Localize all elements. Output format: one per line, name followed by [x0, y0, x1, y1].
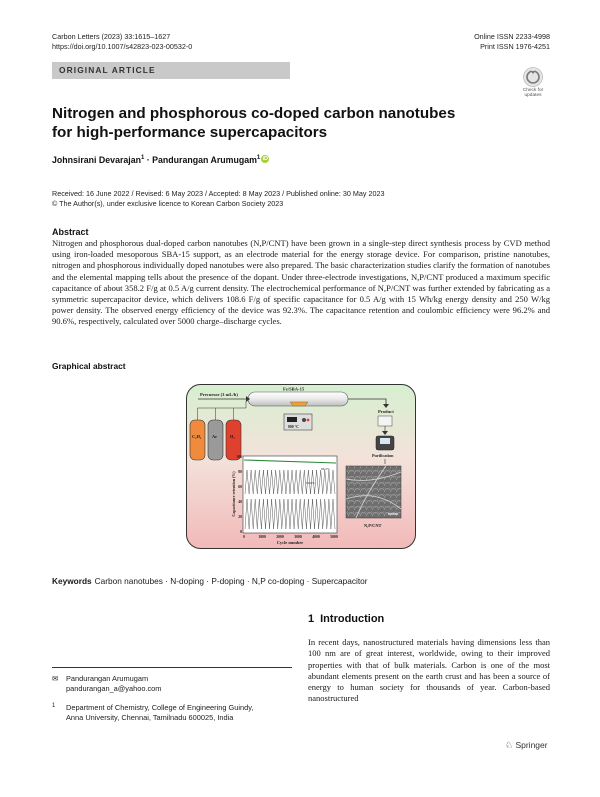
- tem-image: [346, 466, 401, 518]
- ga-purification-label: Purification: [372, 453, 394, 458]
- article-title: [52, 104, 492, 142]
- gas-cylinder-hydrogen-icon: [226, 420, 241, 460]
- title-line-2: for high-performance supercapacitors: [52, 124, 328, 141]
- gas-cylinder-argon-icon: [208, 420, 223, 460]
- springer-horse-icon: ♘: [505, 740, 514, 750]
- check-for-updates-icon: [515, 66, 551, 88]
- ga-temp-label: 800 °C: [288, 425, 299, 429]
- article-type: ORIGINAL ARTICLE: [59, 65, 156, 75]
- journal-citation: Carbon Letters (2023) 33:1615–1627: [52, 32, 171, 41]
- abstract-heading: Abstract: [52, 227, 89, 237]
- y-tick: 60: [238, 485, 242, 489]
- x-tick: 4000: [312, 535, 320, 539]
- copyright-notice: © The Author(s), under exclusive licence to Korean Carbon Society 2023: [52, 199, 284, 208]
- author-list: [52, 155, 269, 165]
- footnote-divider: [52, 667, 292, 668]
- section-number: 1: [308, 613, 315, 625]
- issn-print: Print ISSN 1976-4251: [480, 42, 550, 51]
- corresponding-author-name: Pandurangan Arumugam: [66, 674, 149, 683]
- author-1-affiliation: 1: [140, 155, 145, 162]
- author-1[interactable]: Johnsirani Devarajan: [52, 155, 141, 165]
- y-tick: 0: [240, 530, 242, 534]
- cfu-line1: Check for: [522, 88, 544, 93]
- y-tick: 20: [238, 515, 242, 519]
- ga-precursor-label: Precursor (3 mL/h): [200, 392, 238, 397]
- catalyst-boat-icon: [290, 402, 308, 406]
- ga-ce-label: 90.6%: [306, 481, 315, 485]
- keywords-label: Keywords: [52, 576, 92, 586]
- section-title: Introduction: [320, 613, 385, 625]
- x-tick: 5000: [330, 535, 338, 539]
- ga-gas1-label: C₂H₂: [192, 434, 202, 439]
- x-tick: 3000: [294, 535, 302, 539]
- section-heading-introduction: [308, 613, 384, 625]
- abstract-text: Nitrogen and phosphorous dual-doped carbon nanotubes (N,P/CNT) have been grown in a single-step direct synthesis process by CVD method using iron-loaded mesoporous SBA-15 support, as an electrode material for the energy storage device. For comparison, pristine nanotubes, nitrogen and phosphorous individually doped nanotubes were also prepared. The basic characterization studies clarify the formation of nanotubes and the elemental mapping tells about the presence of the dopant. Under three-electrode investigations, N,P/CNT produced a maximum specific capacitance of about 358.2 F/g at 0.5 A/g current density. The electrochemical performance of N,P/CNT was further extended by fabricating as a symmetric supercapacitor device, which delivers 108.6 F/g of specific capacitance for 0.5 A/g with 15 Wh/kg energy density and 250 W/kg power density. The observed energy efficiency of the device was 92.3%. The capacitance retention and coulombic efficiency were 96.2% and 90.6%, respectively, calculated over 5000 charge–discharge cycles.: [52, 238, 550, 327]
- title-line-1: Nitrogen and phosphorous co-doped carbon nanotubes: [52, 105, 456, 122]
- publisher-logo: [505, 740, 548, 751]
- affiliation-number: 1: [52, 703, 56, 709]
- orcid-icon[interactable]: iD: [262, 156, 269, 162]
- y-tick: 80: [238, 470, 242, 474]
- affiliation-line-1: Department of Chemistry, College of Engineering Guindy,: [66, 703, 254, 712]
- x-tick: 2000: [276, 535, 284, 539]
- graphical-abstract-figure: [186, 384, 416, 549]
- mail-icon: ✉: [52, 674, 59, 683]
- y-tick: 100: [236, 455, 242, 459]
- doi-link[interactable]: https://doi.org/10.1007/s42823-023-00532-0: [52, 42, 193, 51]
- ga-product-label: Product: [378, 409, 394, 414]
- chart-y-label: Capacitance retention (%): [231, 471, 236, 517]
- author-separator: ·: [144, 155, 153, 165]
- cycling-chart: [231, 455, 338, 545]
- introduction-text: In recent days, nanostructured materials having dimensions less than 100 nm are of great interest, worldwide, owing to their improved properties with that of bulk materials. Carbon is one of the most abundant elements present on the earth crust and has been a source of energy to human society for thousands of year. Carbon-based nanostructured: [308, 637, 550, 704]
- graphical-abstract-heading: Graphical abstract: [52, 361, 126, 371]
- keywords-text: Carbon nanotubes · N-doping · P-doping · N,P co-doping · Supercapacitor: [94, 576, 368, 586]
- ga-sample-label: N,P/CNT: [364, 523, 382, 528]
- ga-gas3-label: H₂: [230, 434, 235, 439]
- author-2[interactable]: Pandurangan Arumugam: [152, 155, 257, 165]
- issn-online: Online ISSN 2233-4998: [474, 32, 550, 41]
- affiliation-line-2: Anna University, Chennai, Tamilnadu 600025, India: [66, 713, 234, 722]
- article-dates-block: [52, 189, 384, 209]
- x-tick: 0: [243, 535, 245, 539]
- ga-gas2-label: Ar: [212, 434, 218, 439]
- author-2-affiliation: 1: [256, 155, 261, 162]
- article-type-band: [52, 62, 290, 79]
- ga-retention-label: 96.2%: [321, 467, 330, 471]
- x-tick: 1000: [258, 535, 266, 539]
- ga-catalyst-label: Fe/SBA-15: [283, 386, 305, 392]
- cfu-line2: updates: [524, 93, 542, 99]
- check-for-updates-badge[interactable]: [515, 66, 551, 98]
- gas-cylinder-acetylene-icon: [190, 420, 205, 460]
- y-tick: 40: [238, 500, 242, 504]
- corresponding-author-email[interactable]: pandurangan_a@yahoo.com: [66, 684, 162, 693]
- publisher-name: Springer: [515, 740, 548, 750]
- keywords-line: [52, 576, 368, 586]
- article-dates: Received: 16 June 2022 / Revised: 6 May 2023 / Accepted: 8 May 2023 / Published online: 30 May 2023: [52, 189, 385, 198]
- chart-x-label: Cycle number: [276, 540, 304, 545]
- product-container-icon: [378, 416, 392, 426]
